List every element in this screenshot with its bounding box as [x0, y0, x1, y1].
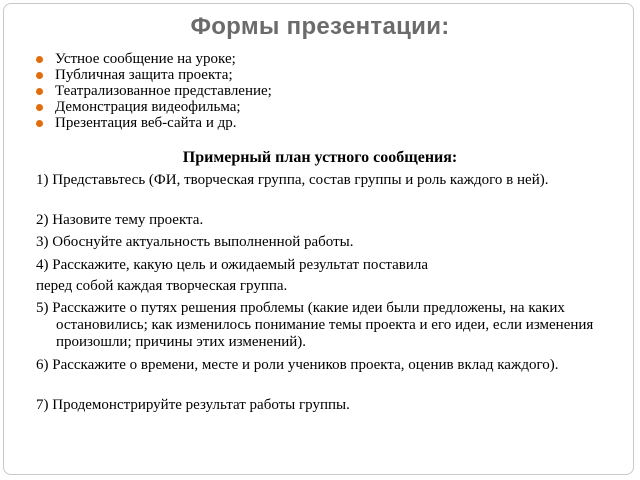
list-item-label: Демонстрация видеофильма; [55, 99, 241, 115]
plan-step-4: 4) Расскажите, какую цель и ожидаемый результат поставила [36, 257, 429, 273]
bullet-icon [36, 120, 43, 127]
list-item-label: Презентация веб-сайта и др. [55, 115, 237, 131]
list-item-label: Устное сообщение на уроке; [55, 51, 236, 67]
list-item [36, 51, 272, 67]
plan-step-6: 6) Расскажите о времени, месте и роли учеников проекта, оценив вклад каждого). [36, 357, 559, 373]
list-item [36, 115, 272, 131]
bullet-icon [36, 104, 43, 111]
presentation-forms-list [36, 51, 272, 131]
plan-step-2: 2) Назовите тему проекта. [36, 212, 204, 228]
list-item [36, 67, 272, 83]
bullet-icon [36, 88, 43, 95]
list-item [36, 83, 272, 99]
bullet-icon [36, 72, 43, 79]
plan-step-5: 5) Расскажите о путях решения проблемы (какие идеи были предложены, на каких остановились; как изменилось понимание темы проекта и его идеи, если изменения произошли; причины этих изменений). [36, 300, 594, 350]
plan-step-1: 1) Представьтесь (ФИ, творческая группа, состав группы и роль каждого в ней). [36, 172, 549, 188]
list-item [36, 99, 272, 115]
slide-title: Формы презентации: [190, 13, 450, 40]
plan-step-3: 3) Обоснуйте актуальность выполненной работы. [36, 234, 354, 250]
plan-step-4-continuation: перед собой каждая творческая группа. [36, 278, 288, 294]
list-item-label: Публичная защита проекта; [55, 67, 233, 83]
plan-step-7: 7) Продемонстрируйте результат работы группы. [36, 397, 350, 413]
list-item-label: Театрализованное представление; [55, 83, 272, 99]
bullet-icon [36, 56, 43, 63]
plan-heading: Примерный план устного сообщения: [182, 149, 458, 166]
